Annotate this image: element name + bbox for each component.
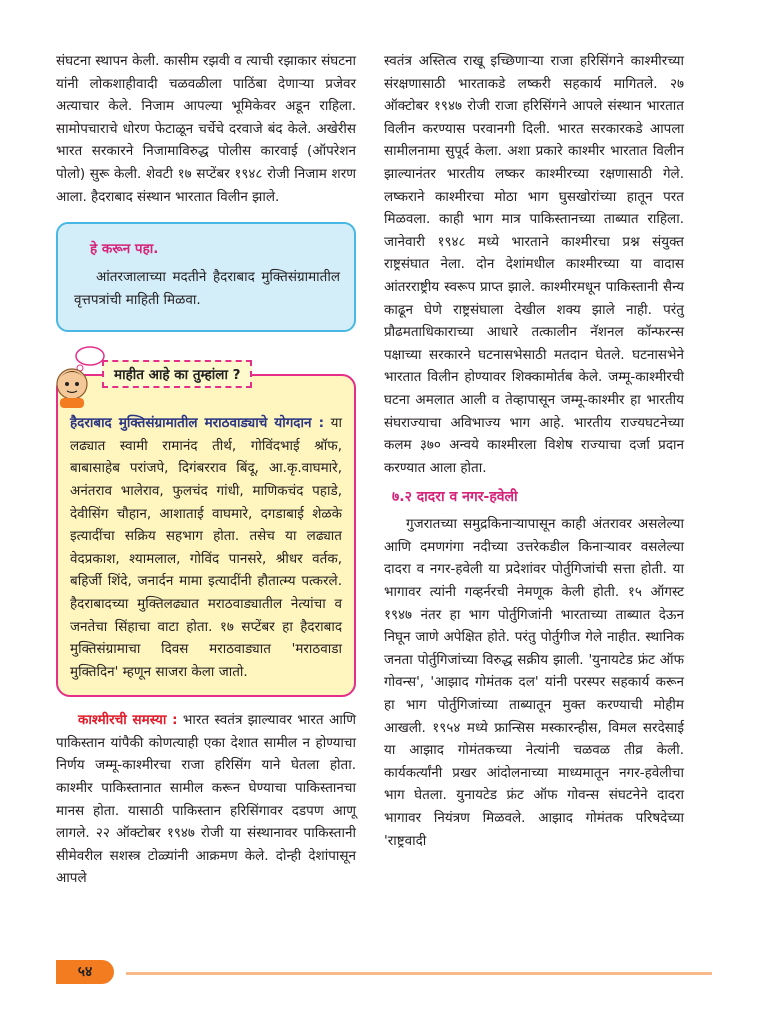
page-number: ५४: [56, 960, 114, 984]
footer-rule: [126, 972, 712, 975]
section-heading-7-2: ७.२ दादरा व नगर-हवेली: [392, 489, 518, 506]
try-this-text: आंतरजालाच्या मदतीने हैदराबाद मुक्तिसंग्रामातील वृत्तपत्रांची माहिती मिळवा.: [74, 269, 340, 308]
did-you-know-banner: माहीत आहे का तुम्हांला ?: [102, 360, 252, 388]
right-paragraph-1: स्वतंत्र अस्तित्व राखू इच्छिणाऱ्या राजा हरिसिंगने काश्मीरच्या संरक्षणासाठी भारताकडे लष्करी सहकार्य मागितले. २७ ऑक्टोबर १९४७ रोजी राजा हरिसिंगने आपले संस्थान भारतात विलीन करण्यास परवानगी दिली. भारत सरकारकडे आपला सामीलनामा सुपूर्द केला. अशा प्रकारे काश्मीर भारतात विलीन झाल्यानंतर भारतीय लष्कर काश्मीरच्या रक्षणासाठी गेले. लष्कराने काश्मीरचा मोठा भाग घुसखोरांच्या हातून परत मिळवला. काही भाग मात्र पाकिस्तानच्या ताब्यात राहिला. जानेवारी १९४८ मध्ये भारताने काश्मीरचा प्रश्न संयुक्त राष्ट्रसंघात नेला. दोन देशांमधील काश्मीरच्या या वादास आंतरराष्ट्रीय स्वरूप प्राप्त झाले. काश्मीरमधून पाकिस्तानी सैन्य काढून घेणे राष्ट्रसंघाला देखील शक्य झाले नाही. परंतु प्रौढमताधिकाराच्या आधारे तत्कालीन नॅशनल कॉन्फरन्स पक्षाच्या सरकारने घटनासभेसाठी मतदान घेतले. घटनासभेने भारतात विलीन होण्यावर शिक्कामोर्तब केले. जम्मू-काश्मीरची घटना अमलात आली व तेव्हापासून जम्मू-काश्मीर हा भारतीय संघराज्याचा अविभाज्य भाग आहे. भारतीय राज्यघटनेच्या कलम ३७० अन्वये काश्मीरला विशेष राज्याचा दर्जा प्रदान करण्यात आला होता.: [384, 53, 684, 476]
left-column: [56, 50, 356, 890]
right-column: [384, 50, 684, 852]
did-you-know-box: [56, 367, 356, 697]
try-this-title: हे करून पहा.: [90, 241, 159, 258]
left-paragraph-1: संघटना स्थापन केली. कासीम रझवी व त्याची रझाकार संघटना यांनी लोकशाहीवादी चळवळीला पाठिंबा देणाऱ्या प्रजेवर अत्याचार केले. निजाम आपल्या भूमिकेवर अडून राहिला. सामोपचाराचे धोरण फेटाळून चर्चेचे दरवाजे बंद केले. अखेरीस भारत सरकारने निजामाविरुद्ध पोलीस कारवाई (ऑपरेशन पोलो) सुरू केली. शेवटी १७ सप्टेंबर १९४८ रोजी निजाम शरण आला. हैदराबाद संस्थान भारतात विलीन झाले.: [56, 53, 356, 205]
try-this-box: [56, 222, 356, 332]
did-you-know-heading: हैदराबाद मुक्तिसंग्रामातील मराठवाड्याचे योगदान :: [70, 415, 324, 432]
kashmir-text: भारत स्वतंत्र झाल्यावर भारत आणि पाकिस्तान यांपैकी कोणत्याही एका देशात सामील न होण्याचा निर्णय जम्मू-काश्मीरचा राजा हरिसिंग याने घेतला होता. काश्मीर पाकिस्तानात सामील करून घेण्याचा पाकिस्तानचा मानस होता. यासाठी पाकिस्तान हरिसिंगावर दडपण आणू लागले. २२ ऑक्टोबर १९४७ रोजी या संस्थानावर पाकिस्तानी सीमेवरील सशस्त्र टोळ्यांनी आक्रमण केले. दोन्ही देशांपासून आपले: [56, 712, 357, 887]
page-footer: [56, 960, 712, 986]
did-you-know-text: या लढ्यात स्वामी रामानंद तीर्थ, गोविंदभाई श्रॉफ, बाबासाहेब परांजपे, दिगंबरराव बिंदू, आ.कृ.वाघमारे, अनंतराव भालेराव, फुलचंद गांधी, माणिकचंद पहाडे, देवीसिंग चौहान, आशाताई वाघमारे, दगडाबाई शेळके इत्यादींचा सक्रिय सहभाग होता. तसेच या लढ्यात वेदप्रकाश, श्यामलाल, गोविंद पानसरे, श्रीधर वर्तक, बहिर्जी शिंदे, जनार्दन मामा इत्यादींनी हौतात्म्य पत्करले. हैदराबादच्या मुक्तिलढ्यात मराठवाड्यातील नेत्यांचा व जनतेचा सिंहाचा वाटा होता. १७ सप्टेंबर हा हैदराबाद मुक्तिसंग्रामाचा दिवस मराठवाड्यात 'मराठवाडा मुक्तिदिन' म्हणून साजरा केला जातो.: [70, 415, 342, 680]
did-you-know-content: [70, 412, 342, 683]
thinking-student-icon: [50, 346, 108, 408]
kashmir-lead: काश्मीरची समस्या :: [78, 712, 178, 729]
kashmir-paragraph: [56, 709, 356, 890]
right-paragraph-2: गुजरातच्या समुद्रकिनाऱ्यापासून काही अंतरावर असलेल्या आणि दमणगंगा नदीच्या उत्तरेकडील किनाऱ्यावर वसलेल्या दादरा व नगर-हवेली या प्रदेशांवर पोर्तुगिजांची सत्ता होती. या भागावर त्यांनी गव्हर्नरची नेमणूक केली होती. १५ ऑगस्ट १९४७ नंतर हा भाग पोर्तुगिजांनी भारताच्या ताब्यात देऊन निघून जाणे अपेक्षित होते. परंतु पोर्तुगीज गेले नाहीत. स्थानिक जनता पोर्तुगिजांच्या विरुद्ध सक्रीय झाली. 'युनायटेड फ्रंट ऑफ गोवन्स', 'आझाद गोमंतक दल' यांनी परस्पर सहकार्य करून हा भाग पोर्तुगिजांच्या ताब्यातून मुक्त करण्याची मोहीम आखली. १९५४ मध्ये फ्रान्सिस मस्कारन्हीस, विमल सरदेसाई या आझाद गोमंतकच्या नेत्यांनी चळवळ तीव्र केली. कार्यकर्त्यांनी प्रखर आंदोलनाच्या माध्यमातून नगर-हवेलीचा भाग घेतला. युनायटेड फ्रंट ऑफ गोवन्स संघटनेने दादरा भागावर नियंत्रण मिळवले. आझाद गोमंतक परिषदेच्या 'राष्ट्रवादी: [384, 516, 684, 849]
